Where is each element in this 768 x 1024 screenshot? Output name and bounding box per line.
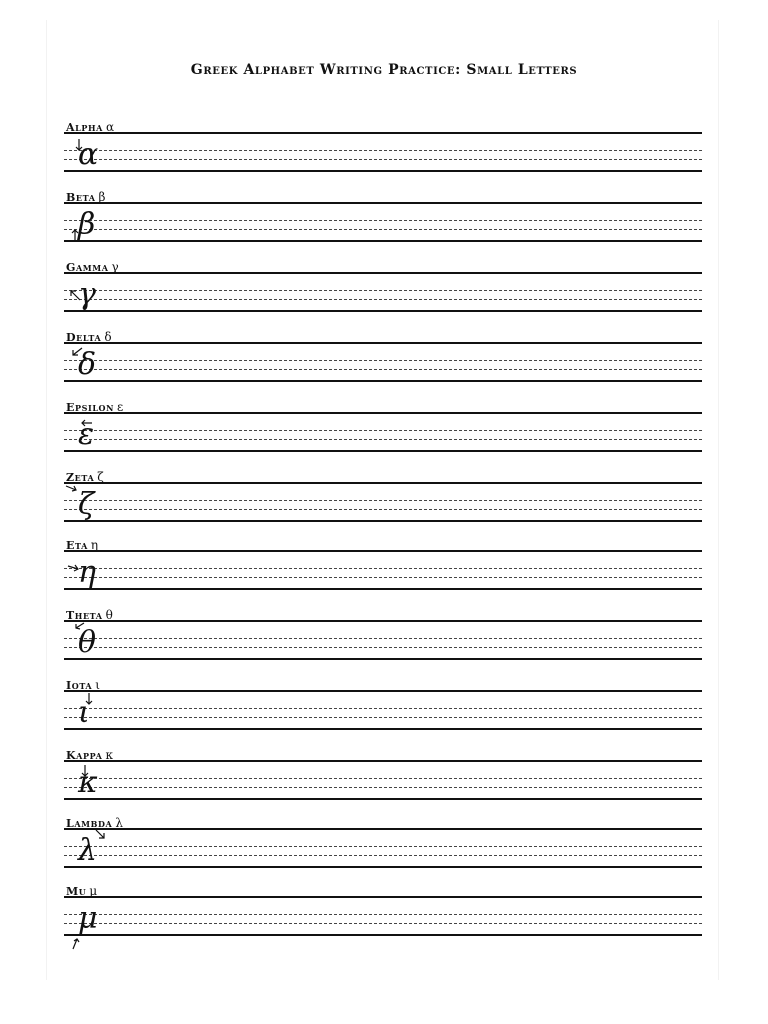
baseline xyxy=(64,310,702,312)
dashed-guide-line xyxy=(64,430,702,431)
dashed-guide-line xyxy=(64,846,702,847)
ascender-line xyxy=(64,896,702,898)
dashed-guide-line xyxy=(64,647,702,648)
baseline xyxy=(64,240,702,242)
model-letter: θ xyxy=(78,625,97,660)
practice-row-alpha xyxy=(64,120,702,194)
ascender-line xyxy=(64,202,702,204)
letter-glyph-inline: λ xyxy=(115,816,123,830)
ascender-line xyxy=(64,272,702,274)
letter-glyph-inline: δ xyxy=(104,330,112,344)
ascender-line xyxy=(64,690,702,692)
dashed-guide-line xyxy=(64,299,702,300)
dashed-guide-line xyxy=(64,914,702,915)
model-letter: β xyxy=(78,207,96,242)
letter-name: Lambda xyxy=(66,817,113,830)
letter-name: Iota xyxy=(66,679,93,692)
baseline xyxy=(64,170,702,172)
stroke-direction-arrow-icon xyxy=(68,936,82,950)
dashed-guide-line xyxy=(64,500,702,501)
model-letter: δ xyxy=(78,347,97,382)
letter-name: Theta xyxy=(66,609,103,622)
practice-row-theta xyxy=(64,608,702,682)
letter-name: Delta xyxy=(66,331,102,344)
practice-row-epsilon xyxy=(64,400,702,474)
letter-name: Beta xyxy=(66,191,96,204)
stroke-direction-arrow-icon xyxy=(64,482,78,496)
ascender-line xyxy=(64,482,702,484)
practice-row-mu xyxy=(64,884,702,958)
practice-row-delta xyxy=(64,330,702,404)
model-letter: κ xyxy=(78,765,98,800)
dashed-guide-line xyxy=(64,159,702,160)
letter-glyph-inline: ι xyxy=(95,678,100,692)
model-letter: ι xyxy=(78,695,90,730)
dashed-guide-line xyxy=(64,778,702,779)
dashed-guide-line xyxy=(64,150,702,151)
dashed-guide-line xyxy=(64,577,702,578)
ascender-line xyxy=(64,550,702,552)
letter-name: Kappa xyxy=(66,749,103,762)
letter-glyph-inline: ζ xyxy=(97,470,104,484)
dashed-guide-line xyxy=(64,708,702,709)
letter-glyph-inline: β xyxy=(98,190,106,204)
dashed-guide-line xyxy=(64,360,702,361)
ascender-line xyxy=(64,412,702,414)
dashed-guide-line xyxy=(64,220,702,221)
ascender-line xyxy=(64,760,702,762)
letter-name: Epsilon xyxy=(66,401,115,414)
dashed-guide-line xyxy=(64,923,702,924)
letter-name: Eta xyxy=(66,539,88,552)
letter-name: Gamma xyxy=(66,261,109,274)
baseline xyxy=(64,450,702,452)
letter-glyph-inline: η xyxy=(90,538,99,552)
model-letter: γ xyxy=(78,277,96,312)
dashed-guide-line xyxy=(64,439,702,440)
dashed-guide-line xyxy=(64,787,702,788)
dashed-guide-line xyxy=(64,717,702,718)
letter-glyph-inline: α xyxy=(105,120,115,134)
letter-name: Mu xyxy=(66,885,87,898)
dashed-guide-line xyxy=(64,638,702,639)
model-letter: α xyxy=(78,137,99,172)
baseline xyxy=(64,380,702,382)
dashed-guide-line xyxy=(64,369,702,370)
practice-row-zeta xyxy=(64,470,702,544)
model-letter: λ xyxy=(78,833,98,868)
model-letter: η xyxy=(78,555,96,590)
letter-name: Zeta xyxy=(66,471,95,484)
practice-row-gamma xyxy=(64,260,702,334)
letter-glyph-inline: ε xyxy=(117,400,124,414)
model-letter: ζ xyxy=(78,487,95,522)
scan-edge-left xyxy=(46,20,47,980)
page-title: Greek Alphabet Writing Practice: Small Letters xyxy=(190,62,578,78)
practice-row-eta xyxy=(64,538,702,612)
model-letter: ε xyxy=(78,417,95,452)
letter-glyph-inline: θ xyxy=(105,608,113,622)
letter-glyph-inline: μ xyxy=(89,884,98,898)
letter-glyph-inline: γ xyxy=(111,260,119,274)
practice-row-lambda xyxy=(64,816,702,890)
baseline xyxy=(64,728,702,730)
baseline xyxy=(64,520,702,522)
scan-edge-right xyxy=(718,20,719,980)
dashed-guide-line xyxy=(64,509,702,510)
ascender-line xyxy=(64,828,702,830)
practice-row-iota xyxy=(64,678,702,752)
ascender-line xyxy=(64,132,702,134)
practice-row-beta xyxy=(64,190,702,264)
letter-glyph-inline: κ xyxy=(105,748,113,762)
model-letter: μ xyxy=(78,901,98,936)
practice-row-kappa xyxy=(64,748,702,822)
baseline xyxy=(64,658,702,660)
baseline xyxy=(64,588,702,590)
baseline xyxy=(64,866,702,868)
dashed-guide-line xyxy=(64,568,702,569)
ascender-line xyxy=(64,620,702,622)
dashed-guide-line xyxy=(64,229,702,230)
ascender-line xyxy=(64,342,702,344)
letter-name: Alpha xyxy=(66,121,103,134)
dashed-guide-line xyxy=(64,855,702,856)
baseline xyxy=(64,798,702,800)
baseline xyxy=(64,934,702,936)
dashed-guide-line xyxy=(64,290,702,291)
